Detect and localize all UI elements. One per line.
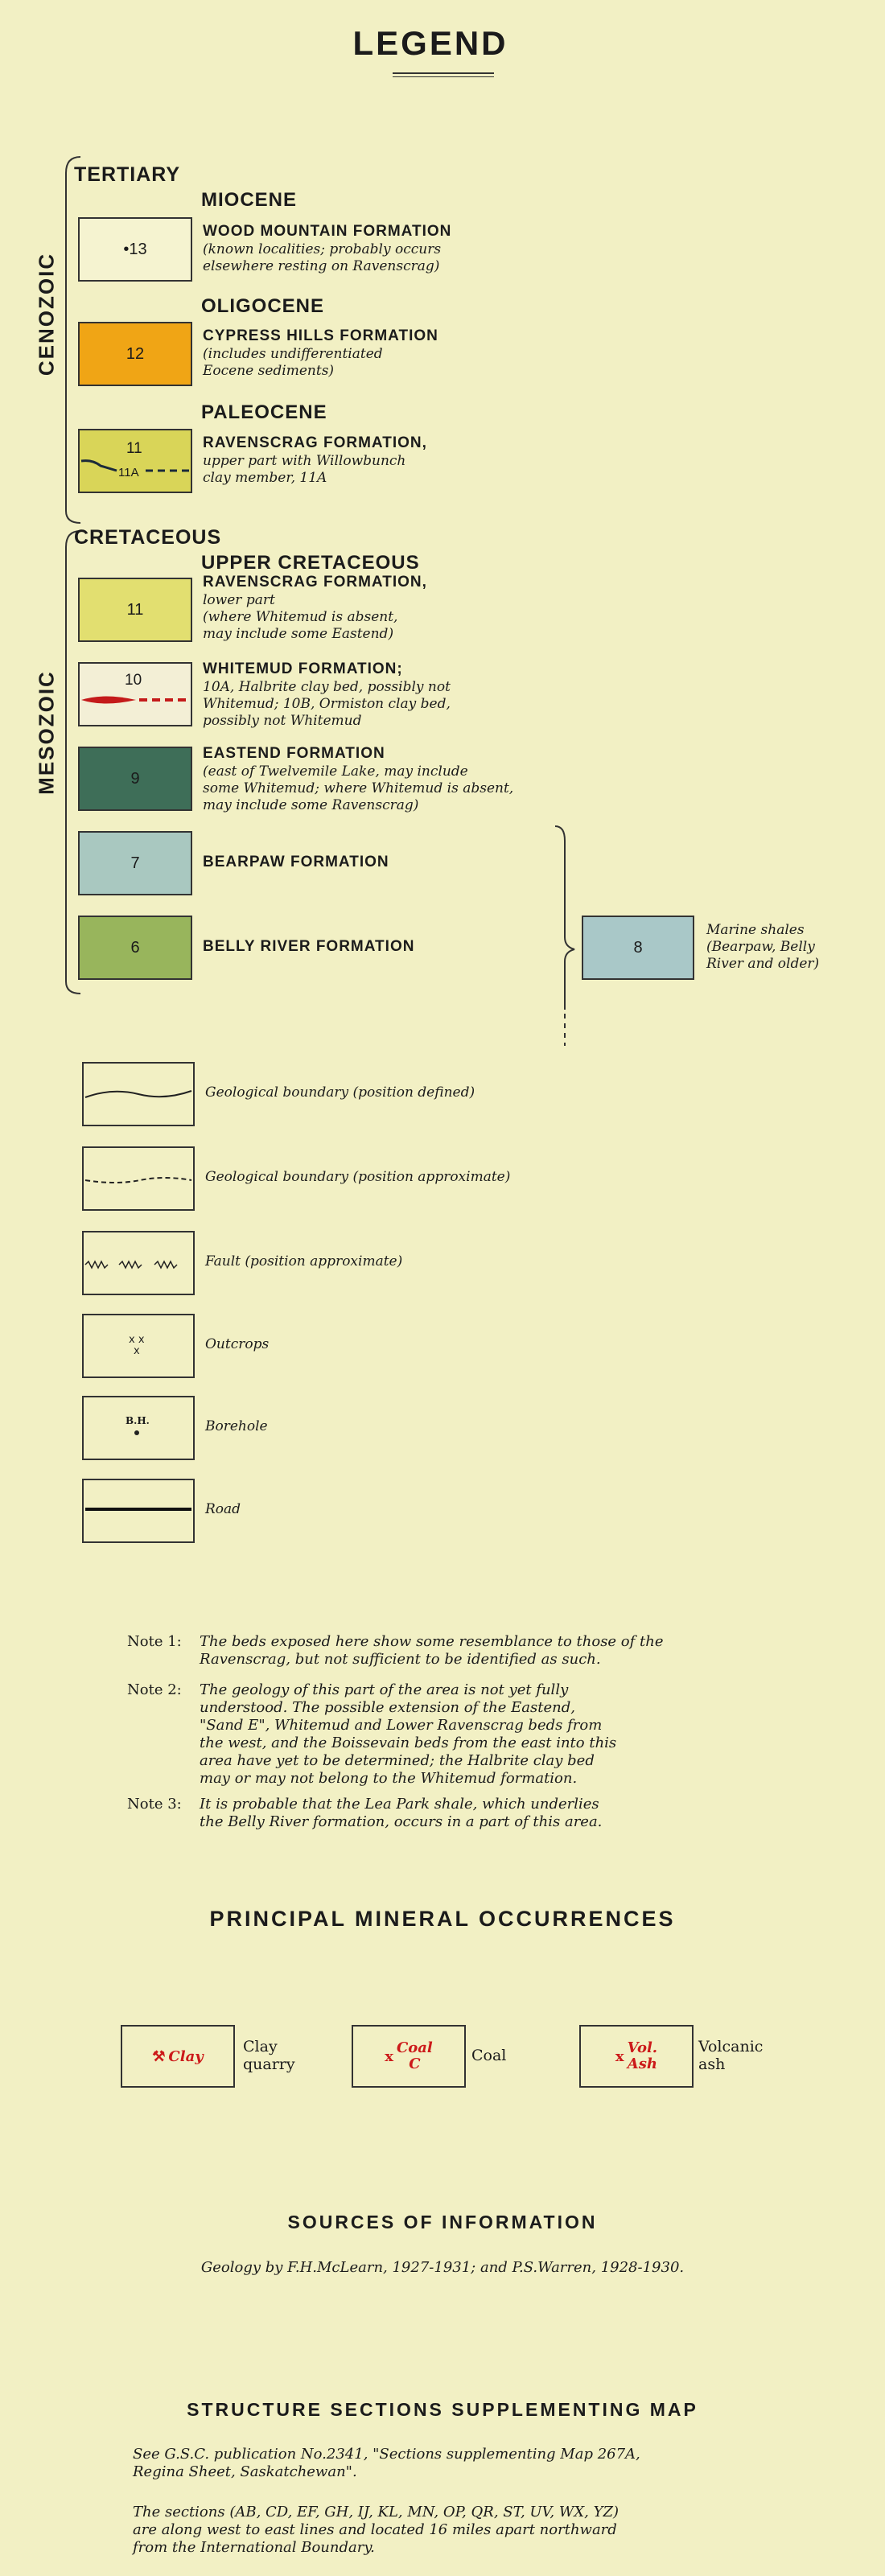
unit-desc-line: (known localities; probably occurs	[203, 241, 442, 257]
marine-desc	[706, 922, 819, 973]
note-2-text	[200, 1681, 616, 1788]
note-line: Ravenscrag, but not sufficient to be identified as such.	[200, 1651, 601, 1668]
unit-box-10	[78, 662, 192, 726]
mineral-box-text: Clay	[168, 2047, 204, 2065]
unit-desc-line: (where Whitemud is absent,	[203, 609, 398, 625]
epoch-oligocene: OLIGOCENE	[201, 295, 325, 317]
note-3-label: Note 3:	[127, 1796, 182, 1813]
borehole-mark: B.H.	[126, 1415, 150, 1426]
note-line: "Sand E", Whitemud and Lower Ravenscrag beds from	[200, 1717, 603, 1734]
mineral-box-volcanic-ash	[579, 2025, 694, 2088]
unit-code: 10	[125, 672, 142, 689]
unit-name-6: BELLY RIVER FORMATION	[203, 938, 415, 955]
borehole-icon	[84, 1397, 193, 1459]
unit-desc-line: may include some Eastend)	[203, 626, 394, 642]
unit-name: WOOD MOUNTAIN FORMATION	[203, 223, 452, 240]
title-underline-2	[393, 76, 494, 77]
unit-desc-line: clay member, 11A	[203, 470, 327, 486]
unit-box-7	[78, 831, 192, 895]
mineral-box-clay	[121, 2025, 235, 2088]
mineral-label-coal	[471, 2047, 506, 2064]
structure-title: STRUCTURE SECTIONS SUPPLEMENTING MAP	[187, 2399, 698, 2420]
mineral-label-volcanic-ash	[698, 2038, 763, 2073]
unit-desc-line: possibly not Whitemud	[203, 713, 362, 729]
mineral-label-line: Clay	[243, 2038, 278, 2055]
unit-desc-line: Whitemud; 10B, Ormiston clay bed,	[203, 696, 451, 712]
note-line: The beds exposed here show some resemblance to those of the	[200, 1633, 664, 1650]
mineral-label-clay	[243, 2038, 295, 2073]
symbol-box-boundary-defined	[82, 1062, 195, 1126]
unit-box-6	[78, 916, 192, 980]
structure-line: See G.S.C. publication No.2341, "Sections supplementing Map 267A,	[133, 2446, 640, 2463]
unit-code-11a: 11A	[118, 466, 139, 479]
unit-name: RAVENSCRAG FORMATION,	[203, 434, 427, 451]
road-icon	[84, 1480, 193, 1541]
unit-code: 12	[126, 344, 145, 363]
symbol-label: Geological boundary (position defined)	[205, 1084, 475, 1101]
symbol-label: Fault (position approximate)	[205, 1253, 403, 1269]
unit-desc-line: some Whitemud; where Whitemud is absent,	[203, 780, 514, 796]
unit-desc-line: lower part	[203, 592, 275, 608]
fault-line-icon	[84, 1232, 193, 1294]
unit-name: RAVENSCRAG FORMATION,	[203, 574, 427, 591]
mineral-label-line: Coal	[471, 2047, 507, 2064]
epoch-paleocene: PALEOCENE	[201, 401, 327, 423]
svg-text:x: x	[134, 1345, 140, 1357]
structure-paragraph-1	[133, 2446, 640, 2481]
symbol-box-borehole	[82, 1396, 195, 1460]
clay-quarry-icon: ⚒	[152, 2047, 166, 2065]
unit-box-8	[582, 916, 694, 980]
mineral-box-text: Vol.	[627, 2039, 658, 2056]
unit-box-13	[78, 217, 192, 282]
unit-text-10	[203, 660, 451, 730]
note-line: It is probable that the Lea Park shale, which underlies	[200, 1796, 599, 1813]
note-2-label: Note 2:	[127, 1681, 182, 1698]
unit-text-9	[203, 744, 513, 814]
marine-desc-line: Marine shales	[706, 922, 805, 938]
mineral-label-line: Volcanic	[698, 2038, 764, 2055]
note-line: understood. The possible extension of the Eastend,	[200, 1699, 575, 1716]
unit-desc-line: 10A, Halbrite clay bed, possibly not	[203, 679, 451, 695]
unit-code: 9	[130, 769, 140, 788]
unit-name: EASTEND FORMATION	[203, 745, 385, 762]
note-line: the Belly River formation, occurs in a part of this area.	[200, 1813, 603, 1830]
symbol-label: Outcrops	[205, 1336, 270, 1352]
era-cenozoic: CENOZOIC	[34, 252, 59, 377]
unit-code: •13	[123, 240, 147, 258]
symbol-label: Geological boundary (position approximate)	[205, 1169, 511, 1185]
whitemud-clay-line-icon	[80, 664, 191, 725]
sources-title: SOURCES OF INFORMATION	[287, 2212, 598, 2232]
structure-line: The sections (AB, CD, EF, GH, IJ, KL, MN, OP, QR, ST, UV, WX, YZ)	[133, 2504, 620, 2520]
epoch-miocene: MIOCENE	[201, 189, 298, 211]
volcanic-ash-x-icon: x	[615, 2047, 624, 2065]
unit-text-12	[203, 327, 438, 380]
willowbunch-clay-line-icon	[80, 430, 191, 492]
unit-desc-line: Eocene sediments)	[203, 363, 335, 379]
epoch-upper-cretaceous: UPPER CRETACEOUS	[201, 552, 420, 574]
unit-box-9	[78, 747, 192, 811]
symbol-box-fault	[82, 1231, 195, 1295]
mineral-label-line: quarry	[243, 2055, 295, 2073]
mineral-label-line: ash	[698, 2055, 726, 2073]
minerals-title: PRINCIPAL MINERAL OCCURRENCES	[209, 1907, 676, 1931]
unit-desc-line: (east of Twelvemile Lake, may include	[203, 763, 468, 780]
symbol-label: Borehole	[205, 1418, 268, 1434]
unit-code: 8	[633, 938, 643, 957]
legend-title: LEGEND	[352, 24, 508, 62]
coal-x-icon: x	[385, 2047, 393, 2065]
unit-text-11-lower	[203, 573, 427, 643]
symbol-label: Road	[205, 1501, 241, 1517]
unit-desc-line: may include some Ravenscrag)	[203, 797, 419, 813]
note-line: area have yet to be determined; the Halbrite clay bed	[200, 1752, 595, 1769]
mineral-box-sub: C	[409, 2055, 421, 2072]
structure-line: Regina Sheet, Saskatchewan".	[133, 2463, 357, 2480]
unit-desc-line: (includes undifferentiated	[203, 346, 383, 362]
period-cretaceous: CRETACEOUS	[74, 526, 222, 549]
structure-line: are along west to east lines and located 16 miles apart northward	[133, 2521, 617, 2538]
unit-code: 7	[130, 854, 140, 872]
geological-boundary-approximate-icon	[84, 1148, 193, 1209]
note-1-label: Note 1:	[127, 1633, 182, 1650]
unit-text-13	[203, 222, 451, 275]
note-line: the west, and the Boissevain beds from the east into this	[200, 1734, 617, 1751]
marine-desc-line: (Bearpaw, Belly	[706, 939, 815, 955]
unit-box-11-upper	[78, 429, 192, 493]
unit-name: CYPRESS HILLS FORMATION	[203, 327, 438, 344]
unit-text-11-upper	[203, 434, 427, 487]
structure-paragraph-2	[133, 2504, 619, 2557]
svg-text:x x: x x	[129, 1334, 145, 1346]
note-1-text	[200, 1633, 664, 1669]
marine-desc-line: River and older)	[706, 956, 820, 972]
geological-boundary-defined-icon	[84, 1064, 193, 1125]
note-line: The geology of this part of the area is not yet fully	[200, 1681, 569, 1698]
unit-name: WHITEMUD FORMATION;	[203, 660, 403, 677]
unit-box-11-lower	[78, 578, 192, 642]
note-3-text	[200, 1796, 602, 1831]
unit-desc-line: elsewhere resting on Ravenscrag)	[203, 258, 440, 274]
mineral-box-text: Coal	[396, 2039, 433, 2056]
era-mesozoic: MESOZOIC	[34, 670, 59, 795]
unit-name-7: BEARPAW FORMATION	[203, 854, 389, 870]
mineral-box-sub: Ash	[627, 2055, 657, 2072]
symbol-box-boundary-approx	[82, 1146, 195, 1211]
unit-box-12	[78, 322, 192, 386]
sources-text: Geology by F.H.McLearn, 1927-1931; and P.S.Warren, 1928-1930.	[200, 2259, 685, 2276]
period-tertiary: TERTIARY	[74, 163, 181, 186]
title-underline	[393, 72, 494, 74]
unit-code: 11	[126, 600, 144, 619]
mineral-box-coal	[352, 2025, 466, 2088]
outcrops-icon	[84, 1315, 193, 1376]
unit-desc-line: upper part with Willowbunch	[203, 453, 406, 469]
unit-code: 6	[130, 938, 140, 957]
structure-line: from the International Boundary.	[133, 2539, 375, 2556]
symbol-box-road	[82, 1479, 195, 1543]
unit-code: 11	[126, 440, 142, 457]
note-line: may or may not belong to the Whitemud formation.	[200, 1770, 578, 1787]
symbol-box-outcrops	[82, 1314, 195, 1378]
